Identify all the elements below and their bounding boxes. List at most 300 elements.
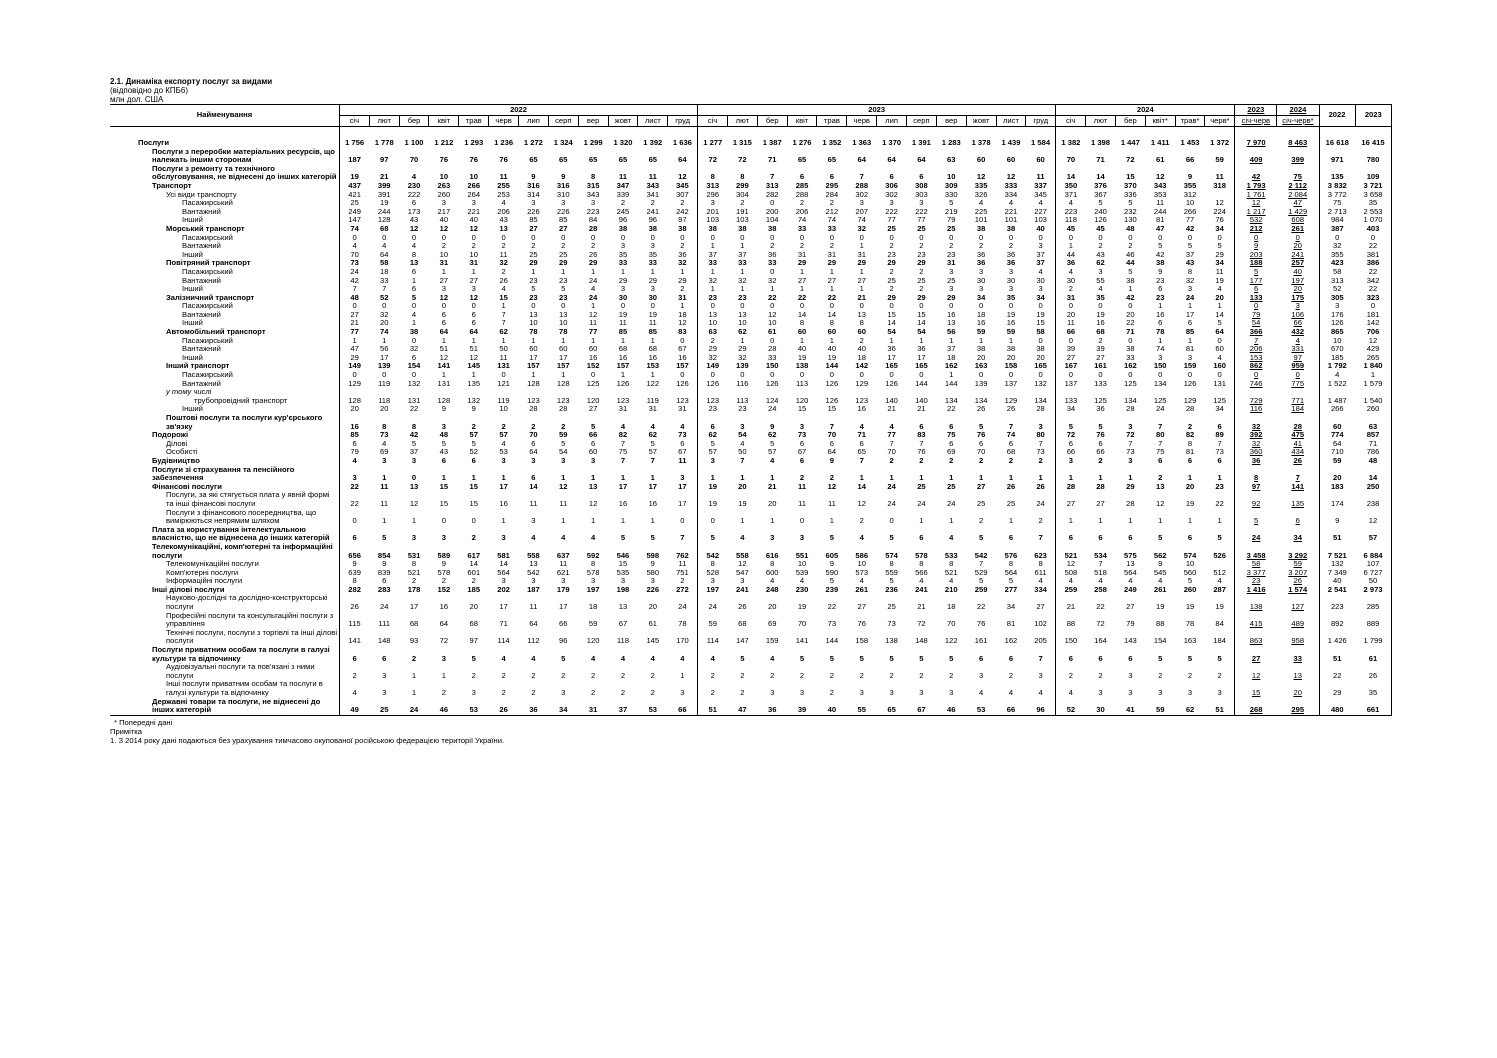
table-cell: 123 (676, 396, 689, 405)
row-label: Вантажний (182, 379, 221, 388)
table-cell: 4 (1319, 371, 1355, 380)
table-cell: 345 (676, 181, 689, 190)
table-cell: 122 (944, 636, 958, 646)
table-cell: 21 (339, 319, 369, 328)
table-cell (1235, 457, 1277, 466)
table-cell: 7 (1038, 653, 1043, 663)
table-cell: 4 (698, 646, 728, 663)
cell-value: 489 (1291, 619, 1305, 629)
table-cell: 29 (1126, 482, 1135, 491)
table-cell: 4 (770, 577, 775, 586)
table-cell (1277, 560, 1319, 569)
table-cell: 221 (1004, 207, 1018, 216)
table-cell: 1 (620, 516, 626, 526)
table-cell: 11 (648, 172, 657, 182)
row-label: Пасажирський (182, 336, 233, 345)
table-cell: 222 (407, 190, 421, 199)
table-cell: 578 (915, 550, 928, 560)
table-cell (1235, 612, 1277, 629)
table-cell: 139 (377, 362, 391, 371)
table-cell: 72 (738, 155, 747, 165)
table-cell: 0 (590, 371, 596, 380)
table-cell: 3 (799, 688, 805, 697)
table-cell: 75 (1155, 448, 1165, 457)
table-cell: 3 (799, 533, 805, 543)
cell-value: 32 (1251, 421, 1261, 431)
table-cell: 2 (949, 242, 954, 251)
table-cell: 323 (1355, 294, 1391, 303)
table-cell: 4 (1098, 285, 1103, 294)
summary-year: 2024 (1289, 104, 1307, 114)
table-cell (1277, 457, 1319, 466)
table-cell: 68 (409, 619, 419, 629)
table-cell: 545 (1153, 568, 1167, 577)
table-cell: 1 (919, 516, 924, 526)
table-cell: 118 (1056, 216, 1086, 225)
cell-value: 268 (1249, 705, 1263, 715)
table-cell: 36 (917, 345, 926, 354)
table-cell: 3 (889, 199, 894, 208)
table-cell: 1 (859, 473, 864, 483)
table-cell: 93 (409, 636, 419, 646)
cell-value: 475 (1291, 431, 1305, 440)
table-cell: 0 (1128, 233, 1133, 242)
table-cell: 266 (467, 181, 481, 190)
table-cell: 5 (561, 439, 566, 448)
table-cell: 16 (648, 498, 658, 508)
table-cell: 85 (1185, 328, 1195, 337)
table-cell: 4 (859, 421, 864, 431)
table-cell: 313 (765, 181, 779, 190)
table-cell: 13 (857, 310, 866, 319)
table-cell: 3 (978, 670, 984, 680)
table-subtitle: (відповідно до КПБ6) (110, 86, 189, 95)
table-cell: 40 (439, 216, 449, 225)
table-cell: 33 (767, 353, 777, 362)
table-cell: 1 (770, 285, 775, 294)
month-header: трав (817, 116, 847, 127)
table-cell: 54 (738, 431, 747, 440)
table-cell: 1 (740, 242, 745, 251)
cell-value: 959 (1291, 362, 1305, 371)
table-cell: 518 (1094, 568, 1107, 577)
table-cell: 1 392 (643, 139, 663, 147)
table-cell: 76 (1215, 216, 1224, 225)
table-cell: 7 (919, 439, 924, 448)
table-cell: 58 (1319, 268, 1355, 277)
table-cell: 1 (650, 371, 655, 380)
table-cell: 40 (857, 345, 866, 354)
table-cell: 60 (1319, 414, 1355, 431)
table-cell: 20 (1056, 311, 1086, 320)
table-cell: 19 (797, 353, 807, 362)
table-cell: 7 (501, 319, 506, 328)
cell-value: 331 (1291, 345, 1305, 354)
table-cell: 12 (469, 224, 478, 233)
table-cell: 32 (698, 354, 728, 363)
table-cell: 4 (561, 533, 566, 543)
table-cell: 28 (559, 405, 568, 414)
table-cell (1277, 191, 1319, 200)
table-cell: 65 (877, 698, 907, 716)
table-cell: 38 (767, 224, 777, 233)
table-cell: 1 453 (1180, 139, 1200, 147)
table-cell: 1 (1217, 473, 1222, 483)
table-cell: 126 (1094, 216, 1107, 225)
table-cell: 6 (829, 439, 834, 448)
table-cell: 20 (648, 602, 658, 612)
table-cell: 3 (590, 199, 596, 208)
table-cell: 37 (698, 251, 728, 260)
table-cell: 5 (949, 653, 954, 663)
table-cell: 19 (698, 491, 728, 508)
table-cell: 9 (770, 421, 775, 431)
month-header: січ (339, 116, 369, 127)
row-label: Повітряний транспорт (166, 259, 251, 268)
month-header: лип (519, 116, 549, 127)
row-label: Аудіовізуальні послуги та пов'язані з ними послуги (166, 663, 315, 680)
table-cell: 637 (556, 550, 570, 560)
cell-value: 197 (1291, 276, 1305, 285)
cell-value: 212 (1249, 224, 1263, 233)
table-cell: 248 (765, 585, 779, 594)
table-cell: 559 (885, 568, 898, 577)
table-cell: 6 (1008, 439, 1014, 448)
table-cell: 3 (471, 688, 476, 697)
table-cell (1277, 388, 1319, 397)
table-cell: 45 (1056, 225, 1086, 234)
table-cell: 6 (471, 319, 476, 328)
table-cell: 27 (1056, 491, 1086, 508)
table-cell: 0 (1158, 233, 1163, 242)
table-cell: 133 (1094, 379, 1107, 388)
table-cell (1277, 139, 1319, 148)
table-cell: 12 (1215, 199, 1224, 208)
cell-value: 4 (1295, 336, 1300, 345)
table-cell: 41 (1115, 698, 1145, 716)
table-cell: 3 (1158, 688, 1163, 697)
table-cell: 0 (561, 233, 566, 242)
table-cell: 29 (648, 276, 658, 285)
table-cell: 68 (648, 345, 658, 354)
table-cell: 128 (437, 396, 451, 405)
month-header: лист (638, 116, 668, 127)
table-cell: 1 (1056, 509, 1086, 526)
table-cell: 27 (339, 311, 369, 320)
table-cell: 2 (561, 421, 566, 431)
table-cell: 123 (698, 397, 728, 406)
table-cell: 46 (1126, 250, 1135, 259)
table-cell: 4 (382, 439, 387, 448)
table-cell: 9 (441, 405, 446, 414)
cell-value: 15 (1251, 688, 1261, 697)
row-label: Інформаційні послуги (166, 577, 243, 586)
table-cell: 181 (1355, 311, 1391, 320)
table-cell: 15 (797, 405, 807, 414)
table-cell: 1 (650, 336, 655, 345)
table-cell: 148 (915, 636, 928, 646)
table-cell: 47 (1155, 224, 1165, 233)
table-cell: 11 (678, 456, 687, 465)
row-label: Телекомунікаційні, комп'ютерні та інформаційні послуги (152, 542, 333, 560)
cell-value: 36 (1251, 456, 1261, 465)
table-cell: 3 (698, 577, 728, 586)
table-cell: 4 (620, 653, 626, 663)
table-cell: 1 (740, 336, 745, 345)
table-cell: 1 372 (1210, 139, 1230, 147)
table-cell: 1 (650, 473, 655, 483)
table-cell: 334 (1034, 585, 1047, 594)
table-cell: 2 (698, 663, 728, 680)
table-cell: 3 (698, 199, 728, 208)
table-cell: 2 (698, 680, 728, 697)
table-cell: 0 (1128, 336, 1133, 345)
row-label: Вантажний (182, 207, 221, 216)
table-cell: 0 (441, 233, 446, 242)
table-cell: 1 (859, 242, 864, 251)
table-cell: 85 (529, 216, 538, 225)
table-cell: 12 (1155, 172, 1165, 182)
table-cell: 11 (380, 498, 389, 508)
table-cell: 304 (736, 190, 749, 199)
table-cell: 22 (409, 405, 419, 414)
table-cell: 1 (590, 267, 596, 276)
table-cell: 4 (339, 680, 369, 697)
table-cell: 288 (795, 190, 809, 199)
table-cell: 3 (1038, 421, 1043, 431)
table-cell: 57 (1355, 526, 1391, 543)
table-cell: 2 (1098, 336, 1103, 345)
table-cell: 73 (339, 259, 369, 268)
table-cell: 0 (471, 516, 476, 526)
table-cell: 5 (590, 421, 596, 431)
table-cell: 206 (497, 207, 510, 216)
table-cell: 54 (917, 328, 926, 337)
table-cell: 4 (501, 285, 506, 294)
table-cell: 12 (1155, 498, 1165, 508)
month-header: вер (936, 116, 966, 127)
table-cell: 4 (339, 457, 369, 466)
table-cell: 73 (797, 431, 807, 440)
table-cell (1235, 629, 1277, 646)
table-cell: 8 (1008, 560, 1014, 569)
table-cell: 1 (1187, 473, 1193, 483)
table-cell: 1 (740, 267, 745, 276)
table-cell: 751 (676, 568, 689, 577)
table-cell: 295 (825, 181, 839, 190)
table-cell (1277, 629, 1319, 646)
table-cell: 562 (1153, 550, 1167, 560)
table-cell: 51 (698, 698, 728, 716)
table-cell: 126 (1183, 379, 1197, 388)
table-cell: 12 (678, 172, 687, 182)
table-cell: 163 (974, 362, 988, 371)
table-cell: 8 (382, 421, 387, 431)
table-cell: 6 (1008, 653, 1014, 663)
table-cell: 5 (889, 653, 894, 663)
table-cell: 521 (944, 568, 958, 577)
table-cell: 236 (885, 585, 898, 594)
table-cell: 120 (586, 636, 600, 646)
table-cell: 5 (889, 577, 894, 586)
table-cell: 2 (471, 670, 476, 680)
table-cell: 589 (437, 550, 451, 560)
row-label: Інший (182, 353, 203, 362)
table-row (110, 586, 1392, 595)
table-cell: 2 (740, 670, 745, 680)
table-cell: 11 (499, 353, 508, 362)
row-label: Послуги, за які стягується плата у явній формі та інші фінансові послуги (166, 491, 330, 508)
table-row (110, 397, 1392, 406)
table-cell: 706 (1355, 328, 1391, 337)
table-cell: 11 (1215, 172, 1224, 182)
table-cell: 287 (1213, 585, 1226, 594)
table-cell: 20 (976, 353, 986, 362)
table-cell: 10 (947, 172, 956, 182)
table-cell (1277, 294, 1319, 303)
table-cell: 134 (1034, 396, 1047, 405)
table-cell: 165 (915, 362, 928, 371)
table-cell: 222 (915, 207, 928, 216)
table-cell (817, 388, 847, 397)
table-cell: 210 (944, 585, 958, 594)
table-cell: 0 (770, 336, 775, 345)
table-cell: 24 (947, 498, 956, 508)
table-cell: 244 (1153, 207, 1167, 216)
table-cell: 52 (1056, 698, 1086, 716)
table-cell: 65 (648, 155, 658, 165)
table-cell: 6 (339, 526, 369, 543)
table-cell: 1 (561, 516, 566, 526)
table-cell: 21 (1056, 594, 1086, 611)
note-1: 1. З 2014 року дані подаються без урахування тимчасово окупованої російською федерацією території України. (110, 735, 505, 745)
table-cell: 2 (919, 242, 924, 251)
table-cell: 2 (680, 242, 685, 251)
table-cell: 28 (529, 405, 538, 414)
row-label: Поштові послуги та послуги кур'єрського зв'язку (166, 414, 323, 431)
table-cell: 19 (827, 353, 837, 362)
table-cell: 64 (827, 448, 837, 457)
table-cell: 130 (1124, 216, 1137, 225)
table-cell: 3 (889, 688, 894, 697)
table-cell: 353 (1153, 190, 1167, 199)
table-cell: 1 293 (464, 139, 484, 147)
table-cell: 212 (825, 207, 839, 216)
table-cell: 64 (1319, 440, 1355, 449)
table-cell (459, 388, 489, 397)
table-cell: 5 (1187, 577, 1193, 586)
table-cell: 26 (339, 594, 369, 611)
row-label: Державні товари та послуги, не віднесені до інших категорій (110, 698, 339, 716)
table-cell: 20 (1036, 353, 1045, 362)
table-cell (1235, 139, 1277, 148)
table-cell: 119 (497, 396, 510, 405)
table-cell: 39 (787, 698, 817, 716)
table-cell (1277, 586, 1319, 595)
table-cell (1235, 277, 1277, 286)
table-cell: 3 (859, 199, 864, 208)
table-cell: 57 (648, 448, 658, 457)
table-cell (1235, 646, 1277, 663)
table-cell: 4 (1098, 577, 1103, 586)
table-cell: 1 (919, 473, 924, 483)
table-cell: 78 (678, 619, 687, 629)
table-title: 2.1. Динаміка експорту послуг за видами (110, 77, 273, 86)
table-cell: 14 (887, 319, 896, 328)
cell-value: 360 (1249, 448, 1263, 457)
table-cell: 3 (441, 285, 446, 294)
table-cell: 284 (825, 190, 839, 199)
table-cell: 535 (616, 568, 630, 577)
table-cell: 5 (949, 199, 954, 208)
table-cell: 185 (1319, 354, 1355, 363)
table-cell (1277, 680, 1319, 697)
table-cell: 255 (497, 181, 510, 190)
preliminary-note: * Попередні дані (114, 717, 173, 727)
table-cell: 60 (559, 345, 568, 354)
table-row (110, 509, 1392, 526)
table-cell: 12 (588, 498, 598, 508)
table-cell: 6 (829, 172, 834, 182)
table-cell: 0 (740, 233, 745, 242)
table-cell: 145 (646, 636, 660, 646)
table-cell: 558 (527, 550, 540, 560)
table-cell: 4 (1038, 199, 1043, 208)
table-cell: 282 (339, 586, 369, 595)
table-cell: 9 (531, 172, 536, 182)
table-cell (1235, 431, 1277, 440)
table-cell: 3 (561, 199, 566, 208)
table-cell: 4 (1038, 267, 1043, 276)
table-cell: 66 (559, 619, 568, 629)
table-cell (1235, 663, 1277, 680)
table-cell: 88 (1155, 619, 1165, 629)
table-cell: 0 (339, 509, 369, 526)
table-cell: 35 (618, 250, 628, 259)
table-cell: 11 (798, 498, 806, 508)
table-cell: 11 (380, 482, 389, 491)
table-cell: 38 (1006, 224, 1016, 233)
table-cell: 7 (339, 285, 369, 294)
table-cell: 355 (1319, 251, 1355, 260)
table-cell: 43 (1096, 250, 1105, 259)
table-cell: 5 (1158, 533, 1163, 543)
table-cell (1277, 182, 1319, 191)
table-cell: 0 (1128, 371, 1133, 380)
table-cell: 65 (857, 448, 866, 457)
table-cell: 79 (947, 216, 956, 225)
table-cell: 26 (738, 602, 747, 612)
table-cell: 2 (770, 670, 775, 680)
table-cell: 578 (586, 568, 600, 577)
table-cell: 5 (1158, 653, 1163, 663)
table-cell: 149 (339, 362, 369, 371)
table-cell: 22 (1096, 602, 1105, 612)
table-cell: 2 (859, 670, 864, 680)
row-label: Послуги зі страхування та пенсійного забезпечення (152, 465, 295, 483)
table-cell (1235, 328, 1277, 337)
table-cell (907, 388, 937, 397)
table-cell: 44 (1126, 259, 1135, 268)
table-cell: 21 (887, 405, 896, 414)
table-cell: 0 (680, 336, 685, 345)
table-row (110, 302, 1392, 311)
table-cell (1277, 448, 1319, 457)
table-cell: 1 (411, 319, 417, 328)
table-cell: 29 (618, 276, 628, 285)
table-cell: 64 (529, 619, 538, 629)
table-cell: 1 (698, 242, 728, 251)
